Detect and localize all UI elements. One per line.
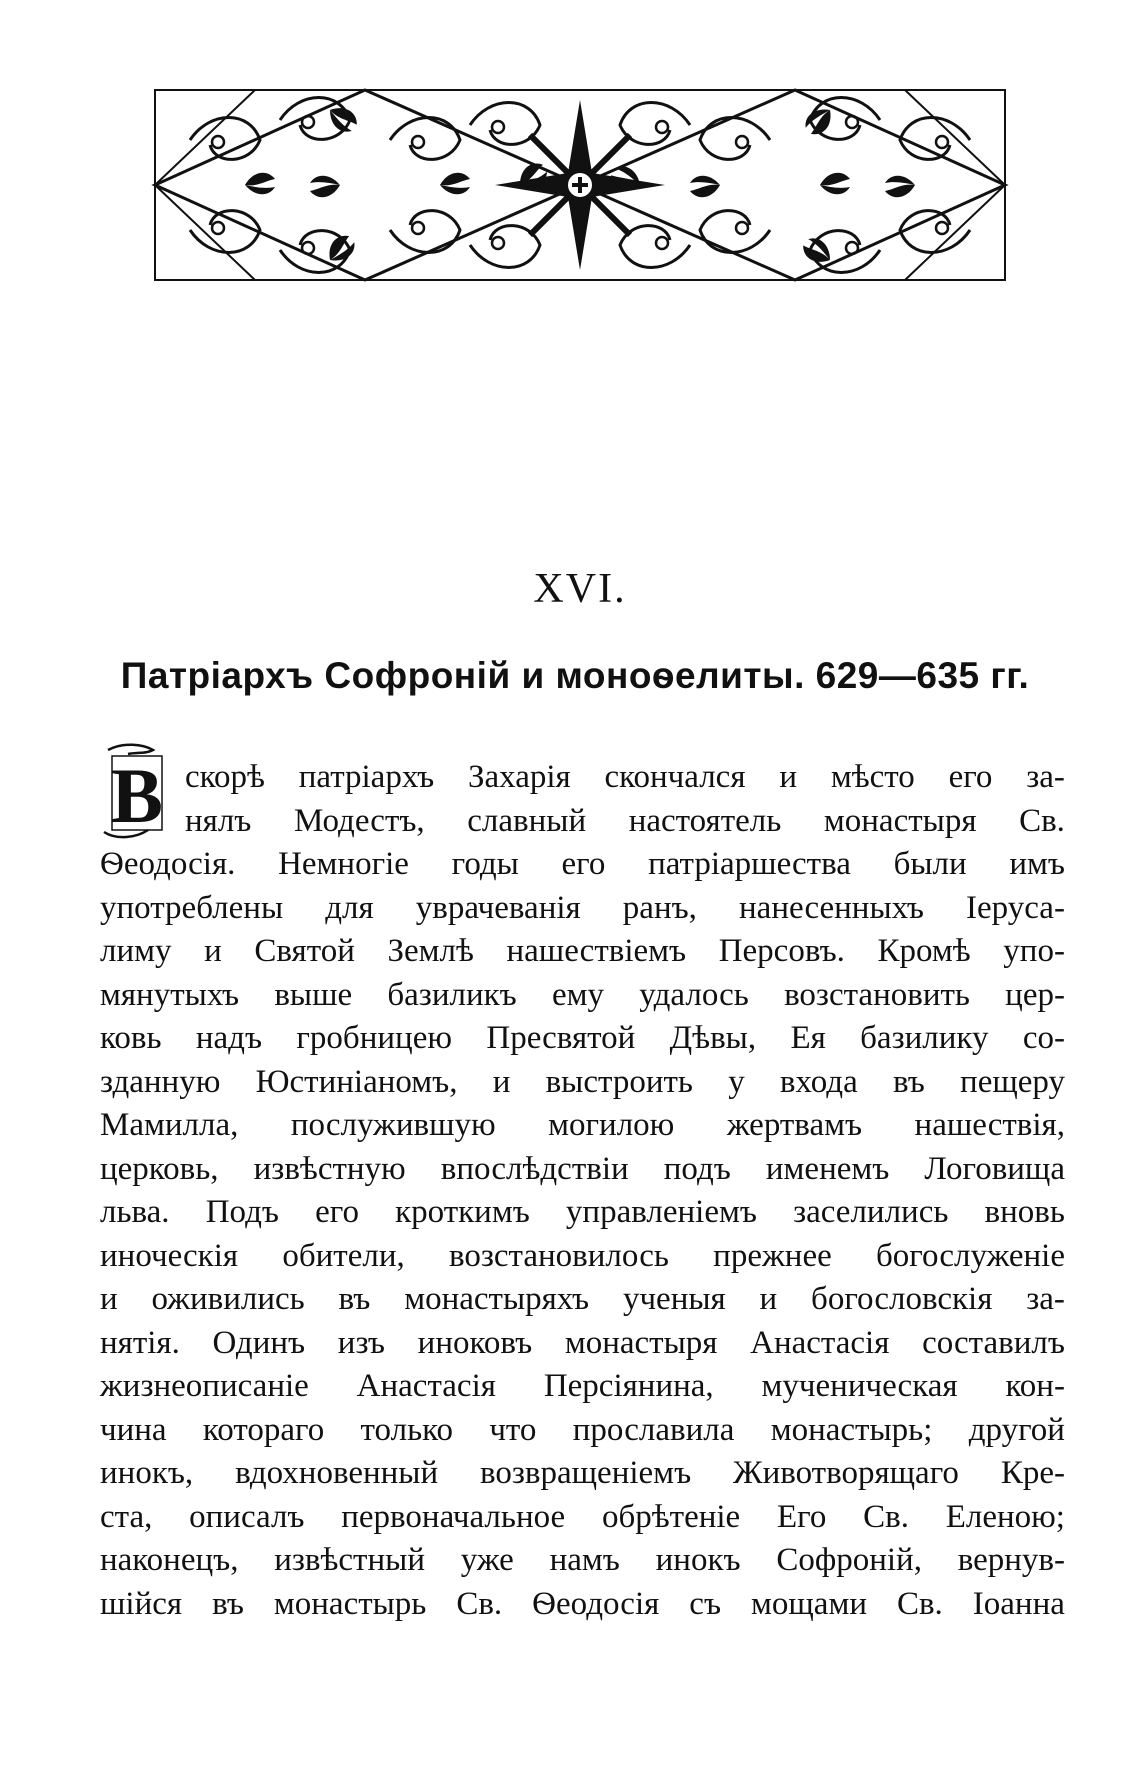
word: другой xyxy=(968,1411,1065,1448)
word: Юстиніаномъ, xyxy=(255,1063,458,1100)
word: Дѣвы, xyxy=(669,1020,757,1056)
word: чина xyxy=(100,1411,167,1448)
word: патріархъ xyxy=(298,759,435,795)
word: его xyxy=(315,1194,359,1230)
word: ста, xyxy=(100,1498,153,1535)
word: его xyxy=(948,759,993,795)
word: были xyxy=(893,846,967,882)
paragraph-line xyxy=(100,930,1065,974)
word: Кре- xyxy=(1000,1455,1065,1491)
word: котораго xyxy=(202,1411,325,1448)
word: Іеруса- xyxy=(966,889,1065,926)
word: и xyxy=(492,1063,511,1100)
word: возвращеніемъ xyxy=(480,1455,692,1491)
word: прославила xyxy=(572,1411,735,1448)
word: и xyxy=(100,1281,118,1317)
paragraph-line xyxy=(100,843,1065,887)
word: въ xyxy=(212,1585,244,1622)
word: оживились xyxy=(151,1281,305,1317)
word: нялъ xyxy=(185,802,252,839)
word: удалось xyxy=(639,976,749,1013)
word: именемъ xyxy=(765,1150,890,1187)
word: за- xyxy=(1026,759,1065,795)
word: заселились xyxy=(793,1194,949,1230)
word: ему xyxy=(551,976,604,1013)
word: прежнее xyxy=(713,1237,832,1274)
word: ранъ, xyxy=(622,889,697,926)
word: изъ xyxy=(337,1324,385,1361)
word: Животворящаго xyxy=(733,1455,959,1491)
paragraph-line xyxy=(100,1017,1065,1061)
word: вдохновенный xyxy=(235,1455,439,1491)
paragraph-line xyxy=(100,1496,1065,1540)
paragraph-line xyxy=(100,1061,1065,1105)
word: только xyxy=(360,1411,453,1448)
word: послужившую xyxy=(290,1107,496,1143)
word: Анастасія xyxy=(750,1324,890,1361)
word: цер- xyxy=(1005,976,1065,1013)
word: Св. xyxy=(1019,802,1065,839)
word: нашествія, xyxy=(914,1107,1065,1143)
paragraph-line xyxy=(100,1365,1065,1409)
chapter-number: XVI. xyxy=(533,566,627,612)
word: монастыря xyxy=(564,1324,718,1361)
word: пещеру xyxy=(960,1063,1065,1100)
word: со- xyxy=(1022,1020,1065,1056)
word: возстановилось xyxy=(449,1237,669,1274)
word: церковь, xyxy=(100,1150,219,1187)
word: Одинъ xyxy=(212,1324,306,1361)
word: монастыряхъ xyxy=(404,1281,590,1317)
word: что xyxy=(489,1411,537,1448)
word: Софроній, xyxy=(776,1542,922,1578)
word: льва. xyxy=(100,1194,170,1230)
word: надъ xyxy=(195,1020,263,1056)
paragraph-line xyxy=(100,1148,1065,1192)
word: Его xyxy=(776,1498,827,1535)
word: описалъ xyxy=(189,1498,305,1535)
word: уже xyxy=(460,1542,514,1578)
word: шійся xyxy=(100,1585,183,1622)
word: инокъ, xyxy=(100,1455,194,1491)
chapter-title: Патріархъ Софроній и моноѳелиты. 629—635 гг. xyxy=(120,655,1030,696)
word: Ея xyxy=(790,1020,826,1056)
word: Захарія xyxy=(467,759,571,795)
word: монастыря xyxy=(823,802,977,839)
word: уврачеванія xyxy=(415,889,581,926)
word: Землѣ xyxy=(387,933,474,969)
word: жертвамъ xyxy=(726,1107,863,1143)
paragraph-line xyxy=(100,756,1065,800)
word: мѣсто xyxy=(830,759,915,795)
word: обители, xyxy=(282,1237,405,1274)
word: имъ xyxy=(1009,846,1065,882)
word: богослуженіе xyxy=(876,1237,1065,1274)
word: иноческія xyxy=(100,1237,239,1274)
word: Модестъ, xyxy=(293,802,425,839)
word: Анастасія xyxy=(356,1368,496,1404)
paragraph-line xyxy=(100,1539,1065,1583)
paragraph-line xyxy=(100,1322,1065,1366)
word: богословскія xyxy=(811,1281,993,1317)
word: мянутыхъ xyxy=(100,976,240,1013)
word: упо- xyxy=(1003,933,1065,969)
paragraph-line xyxy=(100,1235,1065,1279)
word: за- xyxy=(1026,1281,1065,1317)
word: извѣстный xyxy=(274,1542,425,1578)
paragraph-line xyxy=(100,1104,1065,1148)
word: кроткимъ xyxy=(395,1194,530,1230)
word: нятія. xyxy=(100,1324,180,1361)
word: Подъ xyxy=(205,1194,279,1230)
word: базиликъ xyxy=(387,976,517,1013)
word: монастырь; xyxy=(770,1411,933,1448)
paragraph-line xyxy=(100,800,1065,844)
word: нашествіемъ xyxy=(506,933,687,969)
word: въ xyxy=(892,1063,925,1100)
word: обрѣтеніе xyxy=(601,1498,741,1535)
word: вернув- xyxy=(957,1542,1065,1578)
word: Мамилла, xyxy=(100,1107,239,1143)
word: патріаршества xyxy=(648,846,851,882)
word: выше xyxy=(274,976,353,1013)
word: извѣстную xyxy=(253,1150,406,1187)
word: Персовъ. xyxy=(718,933,845,969)
word: для xyxy=(325,889,374,926)
word: составилъ xyxy=(922,1324,1065,1361)
paragraph-line xyxy=(100,974,1065,1018)
word: Св. xyxy=(863,1498,909,1535)
word: ковь xyxy=(100,1020,162,1056)
paragraph xyxy=(100,756,1065,1626)
word: выстроить xyxy=(545,1063,693,1100)
word: Кромѣ xyxy=(877,933,971,969)
word: Еленою; xyxy=(945,1498,1065,1535)
word: Логовища xyxy=(924,1150,1065,1187)
word: Немногіе xyxy=(278,846,409,882)
word: гробницею xyxy=(296,1020,452,1056)
word: Ѳеодосія. xyxy=(100,846,236,882)
word: базилику xyxy=(860,1020,989,1056)
word: Святой xyxy=(254,933,355,969)
word: вновь xyxy=(984,1194,1065,1230)
word: Персіянина, xyxy=(543,1368,714,1404)
word: входа xyxy=(779,1063,858,1100)
decorative-header-ornament xyxy=(150,80,1010,290)
word: скорѣ xyxy=(185,759,265,795)
word: и xyxy=(779,759,797,795)
word: монастырь xyxy=(273,1585,427,1622)
word: и xyxy=(759,1281,778,1317)
word: впослѣдствіи xyxy=(440,1150,629,1187)
word: жизнеописаніе xyxy=(100,1368,309,1404)
word: и xyxy=(204,933,222,969)
paragraph-line xyxy=(100,1191,1065,1235)
word: наконецъ, xyxy=(100,1542,239,1578)
word: намъ xyxy=(549,1542,620,1578)
word: Ѳеодосія xyxy=(532,1585,660,1622)
word: скончался xyxy=(604,759,746,795)
word: употреблены xyxy=(100,889,284,926)
word: славный xyxy=(467,802,587,839)
word: Іоанна xyxy=(972,1585,1065,1622)
word: въ xyxy=(338,1281,371,1317)
word: возстановить xyxy=(784,976,970,1013)
word: настоятель xyxy=(628,802,782,839)
paragraph-line xyxy=(100,1452,1065,1496)
word: подъ xyxy=(663,1150,731,1187)
word: его xyxy=(561,846,606,882)
word: съ xyxy=(689,1585,722,1622)
paragraph-line xyxy=(100,1278,1065,1322)
paragraph-line xyxy=(100,887,1065,931)
word: Пресвятой xyxy=(486,1020,636,1056)
word: у xyxy=(728,1063,745,1100)
initial-letter: В xyxy=(110,752,164,839)
word: зданную xyxy=(100,1063,221,1100)
word: годы xyxy=(451,846,519,882)
word: Св. xyxy=(456,1585,503,1622)
word: кон- xyxy=(1005,1368,1065,1404)
paragraph-line xyxy=(100,1409,1065,1453)
word: Св. xyxy=(896,1585,943,1622)
word: лиму xyxy=(100,933,172,969)
word: мощами xyxy=(751,1585,867,1622)
word: управленіемъ xyxy=(565,1194,757,1230)
word: иноковъ xyxy=(417,1324,533,1361)
paragraph-line xyxy=(100,1583,1065,1627)
word: первоначальное xyxy=(341,1498,566,1535)
word: нанесенныхъ xyxy=(739,889,924,926)
word: ученыя xyxy=(622,1281,726,1317)
word: мученическая xyxy=(761,1368,958,1404)
word: могилою xyxy=(548,1107,675,1143)
word: инокъ xyxy=(655,1542,741,1578)
